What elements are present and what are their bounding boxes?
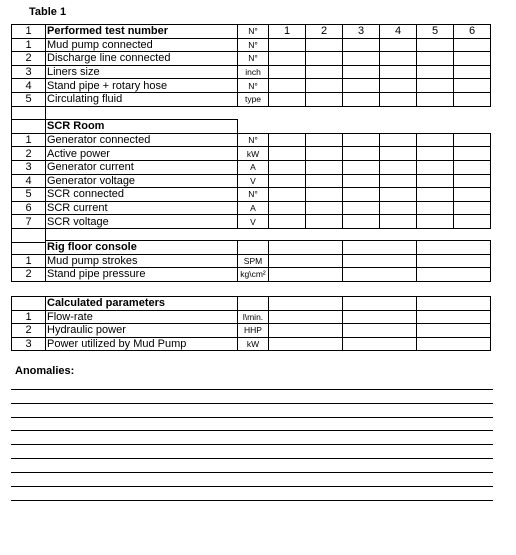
value-cell[interactable]	[417, 174, 454, 188]
section-title: Calculated parameters	[46, 297, 238, 311]
table-row	[12, 160, 491, 174]
value-cell[interactable]	[454, 174, 491, 188]
unit-cell: A	[238, 160, 269, 174]
row-label: Stand pipe + rotary hose	[46, 79, 238, 93]
spacer-cell	[12, 297, 46, 311]
value-cell[interactable]	[269, 147, 306, 161]
value-cell[interactable]	[269, 79, 306, 93]
value-cell[interactable]	[343, 65, 380, 79]
value-cell[interactable]	[417, 254, 491, 268]
writing-line[interactable]	[11, 389, 493, 390]
value-cell[interactable]	[380, 38, 417, 52]
value-cell[interactable]	[343, 52, 380, 66]
table-row	[12, 92, 491, 106]
table-row	[12, 79, 491, 93]
spacer-cell	[12, 120, 46, 134]
value-cell[interactable]	[306, 188, 343, 202]
value-cell[interactable]	[306, 147, 343, 161]
row-label: Generator voltage	[46, 174, 238, 188]
value-cell[interactable]	[417, 38, 454, 52]
unit-cell: N°	[238, 25, 269, 39]
value-cell[interactable]	[417, 324, 491, 338]
value-cell[interactable]	[269, 160, 306, 174]
value-cell[interactable]	[269, 201, 306, 215]
value-cell[interactable]	[380, 92, 417, 106]
value-cell[interactable]	[343, 92, 380, 106]
writing-line[interactable]	[11, 472, 493, 473]
value-cell[interactable]	[417, 268, 491, 282]
calculated-table	[11, 296, 491, 351]
value-cell[interactable]	[417, 52, 454, 66]
row-label: Flow-rate	[46, 310, 238, 324]
row-label: Mud pump connected	[46, 38, 238, 52]
unit-cell: type	[238, 92, 269, 106]
unit-cell: kW	[238, 147, 269, 161]
value-cell[interactable]	[306, 79, 343, 93]
value-cell[interactable]	[380, 201, 417, 215]
value-cell[interactable]	[269, 324, 343, 338]
value-cell[interactable]	[343, 201, 380, 215]
value-cell[interactable]	[417, 215, 454, 229]
value-cell[interactable]	[306, 133, 343, 147]
writing-line[interactable]	[11, 444, 493, 445]
value-cell[interactable]	[454, 188, 491, 202]
unit-cell: kg\cm²	[238, 268, 269, 282]
value-cell[interactable]	[269, 52, 306, 66]
value-cell[interactable]	[454, 215, 491, 229]
row-label: SCR connected	[46, 188, 238, 202]
table-row	[12, 133, 491, 147]
unit-cell: A	[238, 201, 269, 215]
unit-cell: inch	[238, 65, 269, 79]
value-cell[interactable]	[343, 79, 380, 93]
row-label: Discharge line connected	[46, 52, 238, 66]
row-label: Stand pipe pressure	[46, 268, 238, 282]
writing-line[interactable]	[11, 403, 493, 404]
row-label: Circulating fluid	[46, 92, 238, 106]
test-column-header: 3	[343, 25, 380, 39]
value-cell[interactable]	[269, 188, 306, 202]
value-cell[interactable]	[343, 160, 380, 174]
value-cell[interactable]	[454, 133, 491, 147]
writing-line[interactable]	[11, 500, 493, 501]
value-cell[interactable]	[269, 92, 306, 106]
row-label: Power utilized by Mud Pump	[46, 337, 238, 351]
row-number: 2	[12, 52, 46, 66]
unit-cell: V	[238, 215, 269, 229]
unit-cell: HHP	[238, 324, 269, 338]
unit-cell: SPM	[238, 254, 269, 268]
value-cell[interactable]	[269, 310, 343, 324]
table-row	[12, 254, 491, 268]
value-cell[interactable]	[380, 147, 417, 161]
value-cell[interactable]	[343, 324, 417, 338]
table-row	[12, 215, 491, 229]
value-cell[interactable]	[269, 337, 343, 351]
test-column-header: 4	[380, 25, 417, 39]
row-number: 3	[12, 337, 46, 351]
table-row	[12, 188, 491, 202]
value-cell[interactable]	[417, 92, 454, 106]
row-label: Active power	[46, 147, 238, 161]
writing-line[interactable]	[11, 417, 493, 418]
value-cell[interactable]	[417, 79, 454, 93]
value-cell[interactable]	[269, 297, 343, 311]
unit-cell: N°	[238, 188, 269, 202]
test-column-header: 6	[454, 25, 491, 39]
spacer-cell	[12, 106, 46, 120]
value-cell[interactable]	[343, 133, 380, 147]
row-label: Mud pump strokes	[46, 254, 238, 268]
value-cell[interactable]	[306, 92, 343, 106]
row-number: 5	[12, 92, 46, 106]
section-header-row	[12, 241, 491, 255]
value-cell[interactable]	[306, 65, 343, 79]
row-number: 4	[12, 79, 46, 93]
value-cell[interactable]	[306, 215, 343, 229]
value-cell[interactable]	[269, 241, 343, 255]
value-cell[interactable]	[417, 188, 454, 202]
value-cell[interactable]	[417, 310, 491, 324]
value-cell[interactable]	[306, 52, 343, 66]
value-cell[interactable]	[343, 188, 380, 202]
value-cell[interactable]	[343, 241, 417, 255]
row-label: SCR current	[46, 201, 238, 215]
value-cell[interactable]	[417, 201, 454, 215]
value-cell[interactable]	[269, 133, 306, 147]
spacer-cell	[46, 106, 491, 120]
value-cell[interactable]	[454, 160, 491, 174]
table-title: Table 1	[29, 6, 67, 18]
table-row	[12, 268, 491, 282]
table-row	[12, 65, 491, 79]
unit-cell: V	[238, 174, 269, 188]
row-number: 7	[12, 215, 46, 229]
row-number: 3	[12, 160, 46, 174]
value-cell[interactable]	[380, 188, 417, 202]
header-label: Performed test number	[46, 25, 238, 39]
section-header-row	[12, 120, 491, 134]
value-cell[interactable]	[454, 65, 491, 79]
row-number: 2	[12, 324, 46, 338]
value-cell[interactable]	[343, 38, 380, 52]
unit-cell	[238, 241, 269, 255]
value-cell[interactable]	[306, 160, 343, 174]
row-number: 4	[12, 174, 46, 188]
value-cell[interactable]	[380, 215, 417, 229]
rig-floor-table	[11, 240, 491, 282]
row-number: 3	[12, 65, 46, 79]
table-row	[12, 310, 491, 324]
value-cell[interactable]	[454, 92, 491, 106]
value-cell[interactable]	[380, 52, 417, 66]
spacer-cell	[12, 241, 46, 255]
value-cell[interactable]	[343, 310, 417, 324]
value-cell[interactable]	[380, 79, 417, 93]
value-cell[interactable]	[454, 147, 491, 161]
value-cell[interactable]	[454, 52, 491, 66]
value-cell[interactable]	[343, 215, 380, 229]
row-number: 1	[12, 133, 46, 147]
value-cell[interactable]	[269, 254, 343, 268]
value-cell[interactable]	[306, 38, 343, 52]
value-cell[interactable]	[306, 174, 343, 188]
value-cell[interactable]	[343, 174, 380, 188]
value-cell[interactable]	[343, 337, 417, 351]
test-table	[11, 24, 491, 243]
table-row	[12, 38, 491, 52]
value-cell[interactable]	[417, 65, 454, 79]
unit-cell: N°	[238, 38, 269, 52]
row-label: SCR voltage	[46, 215, 238, 229]
writing-line[interactable]	[11, 430, 493, 431]
row-number: 1	[12, 25, 46, 39]
value-cell[interactable]	[380, 160, 417, 174]
unit-cell: N°	[238, 52, 269, 66]
value-cell[interactable]	[269, 268, 343, 282]
table-row	[12, 52, 491, 66]
unit-cell: N°	[238, 79, 269, 93]
unit-cell: l\min.	[238, 310, 269, 324]
section-title: Rig floor console	[46, 241, 238, 255]
row-label: Liners size	[46, 65, 238, 79]
table-row	[12, 201, 491, 215]
table-row	[12, 337, 491, 351]
unit-cell: kW	[238, 337, 269, 351]
anomalies-label: Anomalies:	[15, 365, 75, 377]
section-title: SCR Room	[46, 120, 238, 134]
value-cell[interactable]	[343, 254, 417, 268]
table-row	[12, 324, 491, 338]
writing-line[interactable]	[11, 486, 493, 487]
value-cell[interactable]	[343, 147, 380, 161]
value-cell[interactable]	[417, 337, 491, 351]
value-cell[interactable]	[380, 133, 417, 147]
row-label: Hydraulic power	[46, 324, 238, 338]
row-label: Generator connected	[46, 133, 238, 147]
value-cell[interactable]	[417, 133, 454, 147]
value-cell[interactable]	[269, 65, 306, 79]
writing-line[interactable]	[11, 458, 493, 459]
spacer-row	[12, 106, 491, 120]
value-cell[interactable]	[454, 201, 491, 215]
unit-cell	[238, 297, 269, 311]
row-number: 1	[12, 254, 46, 268]
table-row	[12, 174, 491, 188]
table-header-row	[12, 25, 491, 39]
row-number: 2	[12, 268, 46, 282]
row-number: 1	[12, 38, 46, 52]
test-column-header: 5	[417, 25, 454, 39]
row-number: 5	[12, 188, 46, 202]
value-cell[interactable]	[417, 297, 491, 311]
row-number: 1	[12, 310, 46, 324]
value-cell[interactable]	[454, 38, 491, 52]
value-cell[interactable]	[343, 268, 417, 282]
test-column-header: 1	[269, 25, 306, 39]
value-cell[interactable]	[269, 38, 306, 52]
value-cell[interactable]	[306, 201, 343, 215]
value-cell[interactable]	[343, 297, 417, 311]
spacer-cell	[238, 120, 491, 134]
table-row	[12, 147, 491, 161]
row-label: Generator current	[46, 160, 238, 174]
row-number: 2	[12, 147, 46, 161]
section-header-row	[12, 297, 491, 311]
value-cell[interactable]	[269, 174, 306, 188]
unit-cell: N°	[238, 133, 269, 147]
value-cell[interactable]	[380, 65, 417, 79]
value-cell[interactable]	[380, 174, 417, 188]
row-number: 6	[12, 201, 46, 215]
value-cell[interactable]	[454, 79, 491, 93]
value-cell[interactable]	[269, 215, 306, 229]
test-column-header: 2	[306, 25, 343, 39]
value-cell[interactable]	[417, 241, 491, 255]
value-cell[interactable]	[417, 147, 454, 161]
value-cell[interactable]	[417, 160, 454, 174]
